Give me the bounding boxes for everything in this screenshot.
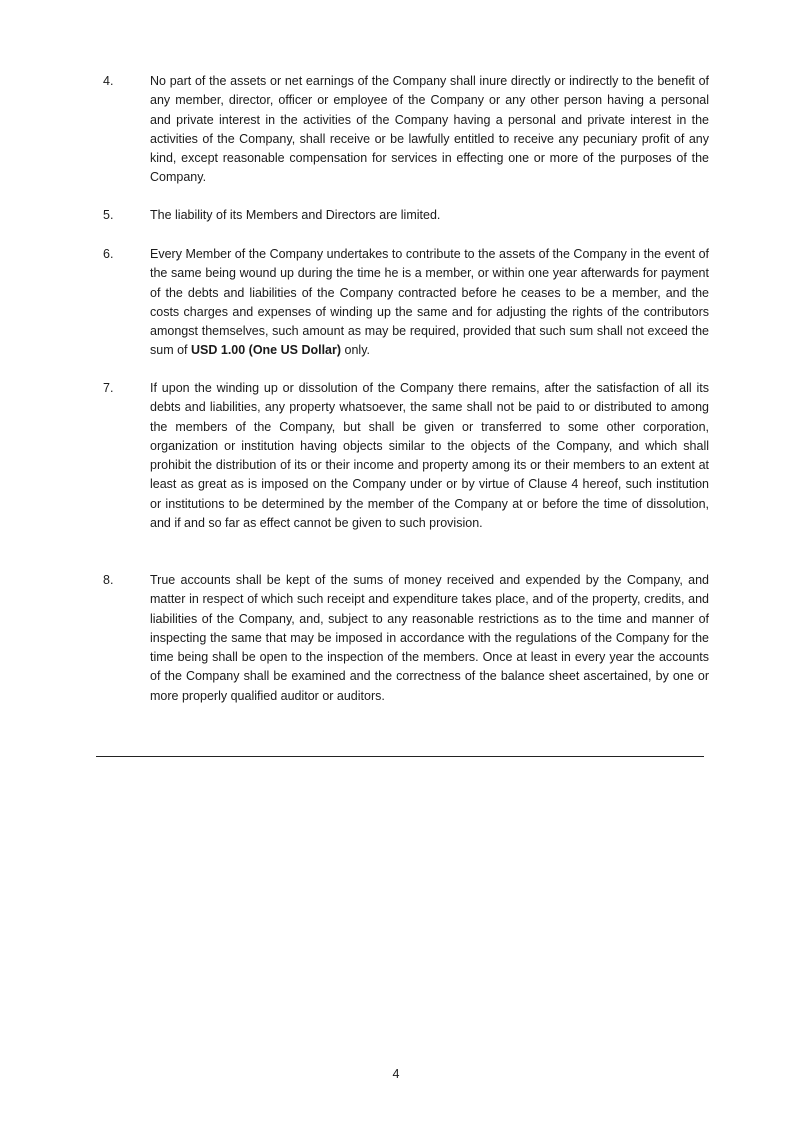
amount-emphasis: USD 1.00 (One US Dollar) xyxy=(191,343,342,358)
clause-text xyxy=(150,245,709,361)
page-number: 4 xyxy=(392,1067,400,1081)
clause-number: 6. xyxy=(103,247,114,261)
clause-number: 7. xyxy=(103,381,114,395)
clause-number: 4. xyxy=(103,74,114,88)
clause-text-tail: only. xyxy=(341,343,370,358)
clause-number: 5. xyxy=(103,208,114,222)
clause-text: The liability of its Members and Directors are limited. xyxy=(150,208,441,222)
clause-number: 8. xyxy=(103,573,114,587)
end-rule xyxy=(96,756,704,757)
clause-text: If upon the winding up or dissolution of the Company there remains, after the satisfaction of all its debts and liabilities, any property whatsoever, the same shall not be paid to or distributed to among the members of the Company, but shall be given or transferred to some other corporation, organization or institution having objects similar to the objects of the Company, and which shall prohibit the distribution of its or their income and property among its or their members to an extent at least as great as is imposed on the Company under or by virtue of Clause 4 hereof, such institution or institutions to be determined by the member of the Company at or before the time of dissolution, and if and so far as effect cannot be given to such provision. xyxy=(150,381,709,531)
clause-text-main: Every Member of the Company undertakes to contribute to the assets of the Company in the event of the same being wound up during the time he is a member, or within one year afterwards for payment of the debts and liabilities of the Company contracted before he ceases to be a member, and the costs charges and expenses of winding up the same and for adjusting the rights of the contributors amongst themselves, such amount as may be required, provided that such sum shall not exceed the sum of xyxy=(150,247,709,358)
clause-text: True accounts shall be kept of the sums of money received and expended by the Company, and matter in respect of which such receipt and expenditure takes place, and of the property, credits, and liabilities of the Company, and, subject to any reasonable restrictions as to the time and manner of inspecting the same that may be imposed in accordance with the regulations of the Company for the time being shall be open to the inspection of the members. Once at least in every year the accounts of the Company shall be examined and the correctness of the balance sheet ascertained, by one or more properly qualified auditor or auditors. xyxy=(150,573,709,703)
clause-text: No part of the assets or net earnings of the Company shall inure directly or indirectly to the benefit of any member, director, officer or employee of the Company or any other person having a personal and private interest in the activities of the Company having a personal and private interest in the activities of the Company, shall receive or be lawfully entitled to receive any pecuniary profit of any kind, except reasonable compensation for services in effecting one or more of the purposes of the Company. xyxy=(150,74,709,185)
